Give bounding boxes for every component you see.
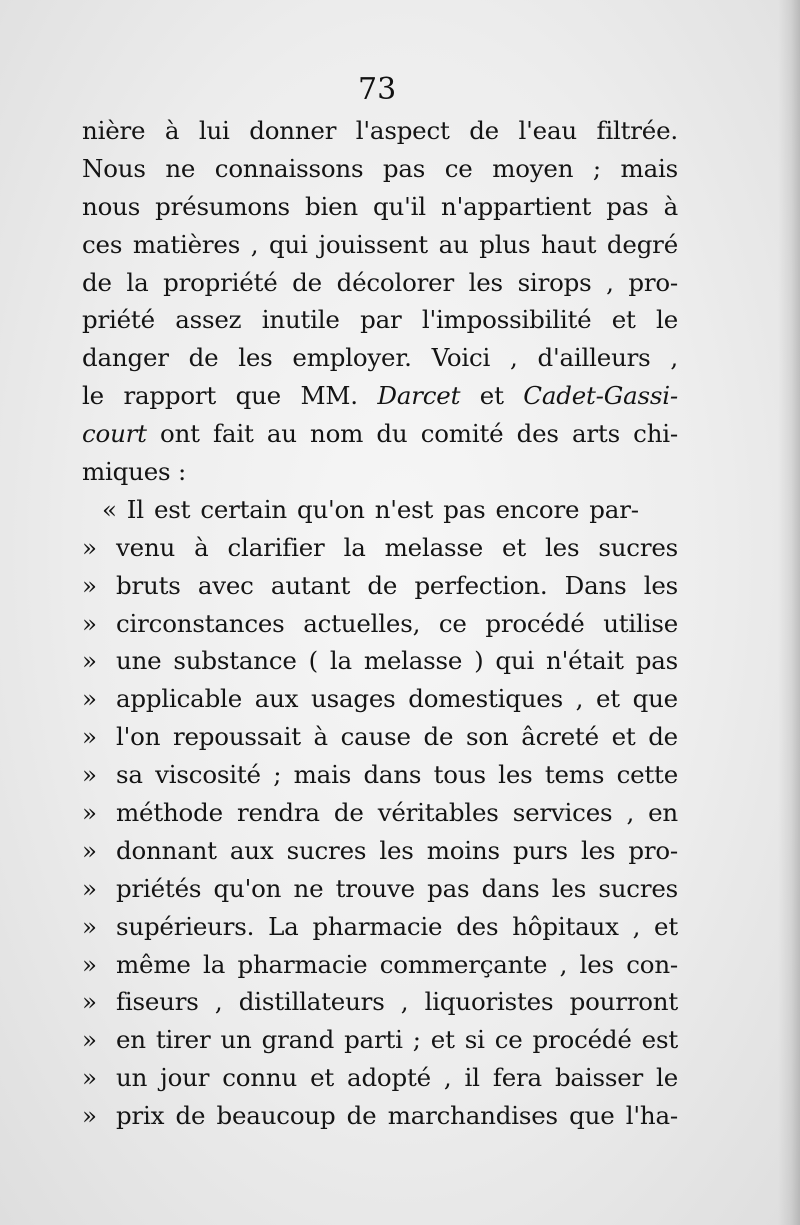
guillemet-mark: » — [82, 835, 97, 865]
quote-text: une substance ( la melasse ) qui n'était pas — [116, 646, 678, 676]
quote-line — [82, 908, 678, 946]
quote-line — [82, 605, 678, 643]
quote-text: supérieurs. La pharmacie des hôpitaux , et — [116, 911, 678, 941]
guillemet-mark: » — [82, 798, 97, 828]
quote-text: Il est certain qu'on n'est pas encore par- — [126, 494, 639, 524]
page-edge-shadow — [778, 0, 800, 1225]
quote-line — [82, 870, 678, 908]
quote-text: l'on repoussait à cause de son âcreté et de — [116, 722, 678, 752]
text-line-with-name — [82, 415, 678, 453]
text-line: priété assez inutile par l'impossibilité et le — [82, 305, 678, 335]
quote-text: priétés qu'on ne trouve pas dans les sucres — [116, 873, 678, 903]
author-name-darcet: Darcet — [377, 381, 461, 411]
quote-text: donnant aux sucres les moins purs les pro- — [116, 835, 678, 865]
quote-line — [82, 794, 678, 832]
quote-line-first — [82, 491, 678, 529]
guillemet-mark: » — [82, 684, 97, 714]
quote-line — [82, 983, 678, 1021]
guillemet-mark: » — [82, 873, 97, 903]
guillemet-mark: » — [82, 1063, 97, 1093]
text-line: Nous ne connaissons pas ce moyen ; mais — [82, 153, 678, 183]
quote-line — [82, 680, 678, 718]
text-line: nous présumons bien qu'il n'appartient pas à — [82, 191, 678, 221]
quote-text: fiseurs , distillateurs , liquoristes pourront — [116, 987, 678, 1017]
quotation — [82, 529, 678, 1135]
quote-text: applicable aux usages domestiques , et que — [116, 684, 678, 714]
guillemet-mark: » — [82, 646, 97, 676]
quote-line — [82, 1059, 678, 1097]
quote-line — [82, 756, 678, 794]
guillemet-mark: » — [82, 1025, 97, 1055]
guillemet-mark: » — [82, 987, 97, 1017]
guillemet-mark: » — [82, 570, 97, 600]
page-number: 73 — [358, 72, 397, 107]
quote-line — [82, 567, 678, 605]
quote-text: circonstances actuelles, ce procédé utilise — [116, 608, 678, 638]
quote-line — [82, 1097, 678, 1135]
open-guillemet: « — [102, 494, 117, 524]
quote-text: méthode rendra de véritables services , en — [116, 798, 678, 828]
quote-text: venu à clarifier la melasse et les sucres — [116, 532, 678, 562]
quote-line — [82, 1021, 678, 1059]
quote-text: un jour connu et adopté , il fera baisser le — [116, 1063, 678, 1093]
text-fragment: ont fait au nom du comité des arts chi- — [160, 419, 678, 449]
author-name-cadet-gassicourt: Cadet-Gassi- — [523, 381, 678, 411]
guillemet-mark: » — [82, 911, 97, 941]
author-name-continuation: court — [82, 419, 147, 449]
quote-line — [82, 718, 678, 756]
quote-line — [82, 946, 678, 984]
quote-line — [82, 529, 678, 567]
text-line: nière à lui donner l'aspect de l'eau filtrée. — [82, 116, 678, 145]
quote-line — [82, 832, 678, 870]
quote-line — [82, 642, 678, 680]
quote-text: bruts avec autant de perfection. Dans les — [116, 570, 678, 600]
text-line: danger de les employer. Voici , d'ailleurs , — [82, 343, 678, 373]
text-line: miques : — [82, 457, 187, 487]
body-text — [82, 112, 678, 1135]
text-fragment: et — [479, 381, 504, 411]
text-line: de la propriété de décolorer les sirops , pro- — [82, 267, 678, 297]
text-fragment: le rapport que MM. — [82, 381, 358, 411]
quote-text: prix de beaucoup de marchandises que l'ha- — [116, 1101, 678, 1131]
guillemet-mark: » — [82, 1101, 97, 1131]
text-line-with-names — [82, 377, 678, 415]
guillemet-mark: » — [82, 949, 97, 979]
text-line: ces matières , qui jouissent au plus haut degré — [82, 229, 678, 259]
guillemet-mark: » — [82, 760, 97, 790]
guillemet-mark: » — [82, 722, 97, 752]
quote-text: en tirer un grand parti ; et si ce procédé est — [116, 1025, 678, 1055]
guillemet-mark: » — [82, 608, 97, 638]
guillemet-mark: » — [82, 532, 97, 562]
quote-text: même la pharmacie commerçante , les con- — [116, 949, 678, 979]
quote-text: sa viscosité ; mais dans tous les tems cette — [116, 760, 678, 790]
